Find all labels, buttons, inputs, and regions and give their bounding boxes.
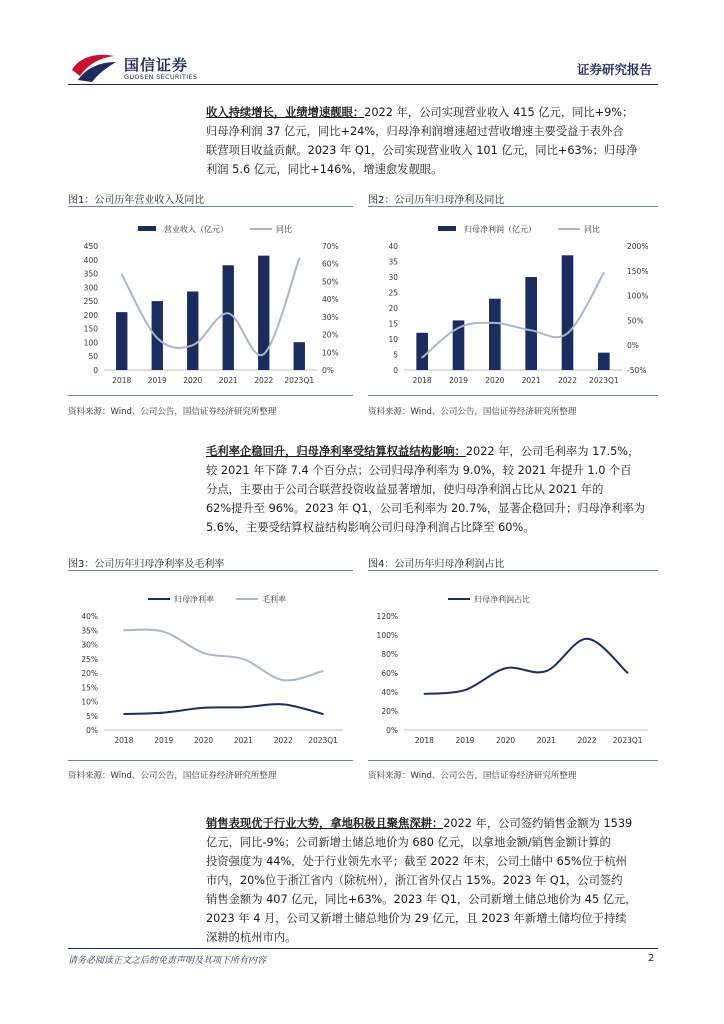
y-tick-left: 5%	[86, 711, 98, 721]
legend-label-1: 毛利率	[262, 595, 286, 604]
x-tick-label: 2023Q1	[612, 736, 643, 745]
legend-label-0: 归母净利润占比	[474, 595, 530, 604]
y-tick-right: 0%	[322, 366, 334, 375]
x-tick-label: 2021	[536, 736, 556, 745]
fig4-title: 图4：公司历年归母净利润占比	[368, 559, 505, 570]
paragraph-3-lead: 销售表现优于行业大势，拿地积极且聚焦深耕：	[206, 817, 444, 830]
y-tick-right: 60%	[322, 259, 339, 269]
bar-2023Q1	[294, 342, 305, 370]
y-tick-left: 0%	[386, 726, 398, 735]
y-tick-left: 40%	[81, 612, 98, 621]
x-tick-label: 2022	[557, 376, 578, 385]
y-tick-left: 15	[388, 319, 398, 329]
bar-2018	[116, 312, 127, 370]
fig2-bottom-rule	[368, 395, 658, 396]
x-tick-label: 2022	[254, 376, 274, 385]
y-tick-right: 150%	[627, 266, 649, 276]
y-tick-left: 40%	[381, 688, 398, 697]
x-tick-label: 2020	[485, 376, 505, 385]
legend-swatch-0	[438, 226, 456, 231]
logo-name: 国信证券	[124, 56, 189, 74]
y-tick-right: 100%	[627, 291, 649, 301]
bar-2021	[525, 277, 537, 370]
fig4-chart	[368, 582, 658, 752]
point-1-2021	[243, 658, 245, 660]
paragraph-2: 毛利率企稳回升，归母净利率受结算权益结构影响：2022 年，公司毛利率为 17.5%， 较 2021 年下降 7.4 个百分点；公司归母净利率为 9.0%，较 2021 年提升 1.0 个百 分点，主要由于公司合联营投资收益显著增加，使归母净利润占比从 2021 年的 62%提升至 96%。2023 年 Q1，公司毛利率为 20.7%，显著企稳回升；归母净利率为 5.6%，主要受结算权益结构影响公司归母净利润占比降至 60%。	[206, 445, 646, 534]
x-tick-label: 2023Q1	[284, 376, 315, 385]
point-1-2018	[123, 629, 125, 631]
paragraph-1: 收入持续增长，业绩增速靓眼：2022 年，公司实现营业收入 415 亿元，同比+9%； 归母净利润 37 亿元，同比+24%，归母净利润增速超过营收增速主要受益于表外合 联营项目收益贡献。2023 年 Q1，公司实现营业收入 101 亿元，同比+63%；归母净 利润 5.6 亿元，同比+146%，增速愈发靓眼。	[206, 106, 638, 176]
point-0-2023Q1	[322, 713, 324, 715]
y-tick-right: 200%	[627, 242, 649, 251]
logo-english: GUOSEN SECURITIES	[124, 73, 198, 81]
fig2-title-rule	[368, 206, 658, 207]
x-tick-label: 2023Q1	[588, 376, 619, 385]
fig2-source: 资料来源：Wind、公司公告，国信证券经济研究所整理	[368, 407, 577, 417]
y-tick-right: 70%	[322, 242, 339, 251]
paragraph-1-lead: 收入持续增长，业绩增速靓眼：	[206, 106, 365, 119]
y-tick-left: 350	[83, 269, 98, 279]
point-1-2018	[421, 357, 423, 359]
point-1-2020	[203, 652, 205, 654]
y-tick-right: 50%	[627, 316, 644, 326]
x-tick-label: 2022	[577, 736, 597, 745]
x-tick-label: 2021	[218, 376, 238, 385]
series-line-0	[124, 704, 323, 714]
x-tick-label: 2018	[412, 376, 432, 385]
point-1-2022	[282, 679, 284, 681]
fig3-source: 资料来源：Wind、公司公告，国信证券经济研究所整理	[68, 771, 277, 781]
point-0-2020	[505, 667, 507, 669]
point-1-2019	[156, 337, 158, 339]
y-tick-left: 450	[83, 242, 98, 251]
y-tick-left: 80%	[381, 650, 398, 659]
fig1-title: 图1：公司历年营业收入及同比	[68, 195, 205, 206]
y-tick-left: 30	[388, 273, 398, 282]
y-tick-left: 50	[88, 352, 98, 362]
y-tick-left: 25%	[81, 654, 98, 664]
point-1-2022	[263, 353, 265, 355]
point-0-2022	[586, 638, 588, 640]
fig3-chart	[68, 582, 353, 752]
x-tick-label: 2020	[496, 736, 516, 745]
x-tick-label: 2018	[112, 376, 132, 385]
y-tick-right: 50%	[322, 277, 339, 287]
point-1-2023Q1	[322, 670, 324, 672]
series-line-1	[124, 630, 323, 681]
x-tick-label: 2019	[448, 376, 469, 385]
point-1-2020	[494, 322, 496, 324]
x-tick-label: 2021	[521, 376, 541, 385]
y-tick-left: 250	[83, 297, 98, 307]
y-tick-right: 20%	[322, 330, 339, 340]
point-0-2019	[464, 689, 466, 691]
point-1-2020	[192, 344, 194, 346]
y-tick-right: 10%	[322, 348, 339, 358]
fig3-bottom-rule	[68, 760, 353, 761]
x-tick-label: 2019	[455, 736, 475, 745]
point-0-2022	[282, 704, 284, 706]
guosen-logo-mark	[70, 50, 120, 84]
point-0-2020	[203, 707, 205, 709]
y-tick-left: 20%	[81, 669, 98, 678]
y-tick-right: -50%	[627, 366, 647, 375]
y-tick-left: 25	[388, 288, 398, 298]
x-tick-label: 2021	[233, 736, 253, 745]
y-tick-left: 35	[388, 257, 398, 267]
y-tick-left: 40	[388, 242, 398, 251]
y-tick-left: 150	[83, 324, 98, 334]
x-tick-label: 2023Q1	[308, 736, 338, 745]
series-line-1	[422, 273, 604, 358]
bar-2019	[152, 301, 163, 370]
fig1-source: 资料来源：Wind、公司公告，国信证券经济研究所整理	[68, 407, 277, 417]
point-1-2019	[163, 631, 165, 633]
y-tick-left: 5	[393, 350, 398, 360]
fig1-bottom-rule	[68, 395, 353, 396]
y-tick-left: 0	[393, 366, 398, 375]
y-tick-right: 30%	[322, 312, 339, 322]
footer-rule	[68, 948, 658, 949]
point-1-2021	[227, 313, 229, 315]
legend-label-1: 同比	[276, 225, 292, 234]
x-tick-label: 2019	[154, 736, 174, 745]
point-0-2021	[546, 670, 548, 672]
legend-label-0: 归母净利率	[174, 595, 214, 604]
y-tick-left: 15%	[81, 683, 98, 693]
fig4-title-rule	[368, 570, 658, 571]
point-0-2019	[163, 712, 165, 714]
point-1-2023Q1	[603, 272, 605, 274]
fig2-chart	[368, 212, 658, 392]
point-0-2018	[123, 713, 125, 715]
y-tick-left: 10	[388, 335, 398, 344]
footer-disclaimer: 请务必阅读正文之后的免责声明及其项下所有内容	[68, 956, 267, 966]
point-1-2018	[121, 274, 123, 276]
header-rule	[68, 84, 658, 85]
fig1-title-rule	[68, 206, 353, 207]
x-tick-label: 2020	[183, 376, 203, 385]
point-1-2022	[567, 332, 569, 334]
y-tick-left: 0%	[86, 726, 98, 735]
page-number: 2	[648, 953, 655, 964]
y-tick-left: 100%	[376, 631, 398, 640]
x-tick-label: 2018	[414, 736, 434, 745]
series-line-1	[122, 258, 300, 355]
y-tick-left: 60%	[381, 669, 398, 678]
y-tick-right: 40%	[322, 295, 339, 305]
paragraph-3: 销售表现优于行业大势，拿地积极且聚焦深耕：2022 年，公司签约销售金额为 1539 亿元，同比-9%；公司新增土储总地价为 680 亿元，以拿地金额/销售金额计算的 投资强度为 44%，处于行业领先水平；截至 2022 年末，公司土储中 65%位于杭州 市内，20%位于浙江省内（除杭州），浙江省外仅占 15%。2023 年 Q1，公司签约 销售金额为 407 亿元，同比+63%。2023 年 Q1，公司新增土储总地价为 45 亿元， 2023 年 4 月，公司又新增土储总地价为 29 亿元，且 2023 年新增土储均位于持续 深耕的杭州市内。	[206, 817, 637, 944]
legend-swatch-0	[138, 226, 156, 231]
point-0-2023Q1	[627, 672, 629, 674]
point-0-2021	[243, 706, 245, 708]
y-tick-left: 35%	[81, 626, 98, 636]
y-tick-left: 120%	[376, 612, 398, 621]
y-tick-left: 30%	[81, 640, 98, 650]
bar-2020	[489, 299, 501, 370]
bar-2023Q1	[598, 353, 610, 370]
fig3-title-rule	[68, 570, 353, 571]
fig3-title: 图3：公司历年归母净利率及毛利率	[68, 559, 225, 570]
legend-label-1: 同比	[584, 225, 600, 234]
y-tick-left: 200	[83, 310, 98, 320]
bar-2020	[187, 291, 198, 370]
legend-label-0: 归母净利润（亿元）	[464, 225, 536, 234]
bar-2022	[562, 255, 574, 370]
fig4-bottom-rule	[368, 760, 658, 761]
x-tick-label: 2019	[147, 376, 167, 385]
fig4-source: 资料来源：Wind、公司公告，国信证券经济研究所整理	[368, 771, 577, 781]
y-tick-left: 400	[83, 255, 98, 265]
legend-label-0: 营业收入（亿元）	[164, 225, 228, 234]
x-tick-label: 2018	[114, 736, 134, 745]
x-tick-label: 2022	[273, 736, 293, 745]
bar-2021	[223, 265, 234, 370]
y-tick-left: 20	[388, 304, 398, 313]
y-tick-left: 100	[83, 338, 98, 348]
y-tick-right: 0%	[627, 341, 639, 351]
paragraph-2-lead: 毛利率企稳回升，归母净利率受结算权益结构影响：	[206, 445, 466, 458]
point-1-2023Q1	[298, 258, 300, 260]
point-0-2018	[424, 693, 426, 695]
y-tick-left: 300	[83, 283, 98, 293]
x-tick-label: 2020	[194, 736, 214, 745]
y-tick-left: 20%	[381, 707, 398, 716]
report-type: 证券研究报告	[577, 62, 653, 77]
point-1-2019	[458, 327, 460, 329]
series-line-0	[424, 639, 627, 694]
y-tick-left: 0	[93, 366, 98, 375]
point-1-2021	[530, 330, 532, 332]
y-tick-left: 10%	[81, 697, 98, 707]
fig1-chart	[68, 212, 353, 392]
fig2-title: 图2：公司历年归母净利及同比	[368, 195, 505, 206]
bar-2018	[416, 333, 428, 370]
